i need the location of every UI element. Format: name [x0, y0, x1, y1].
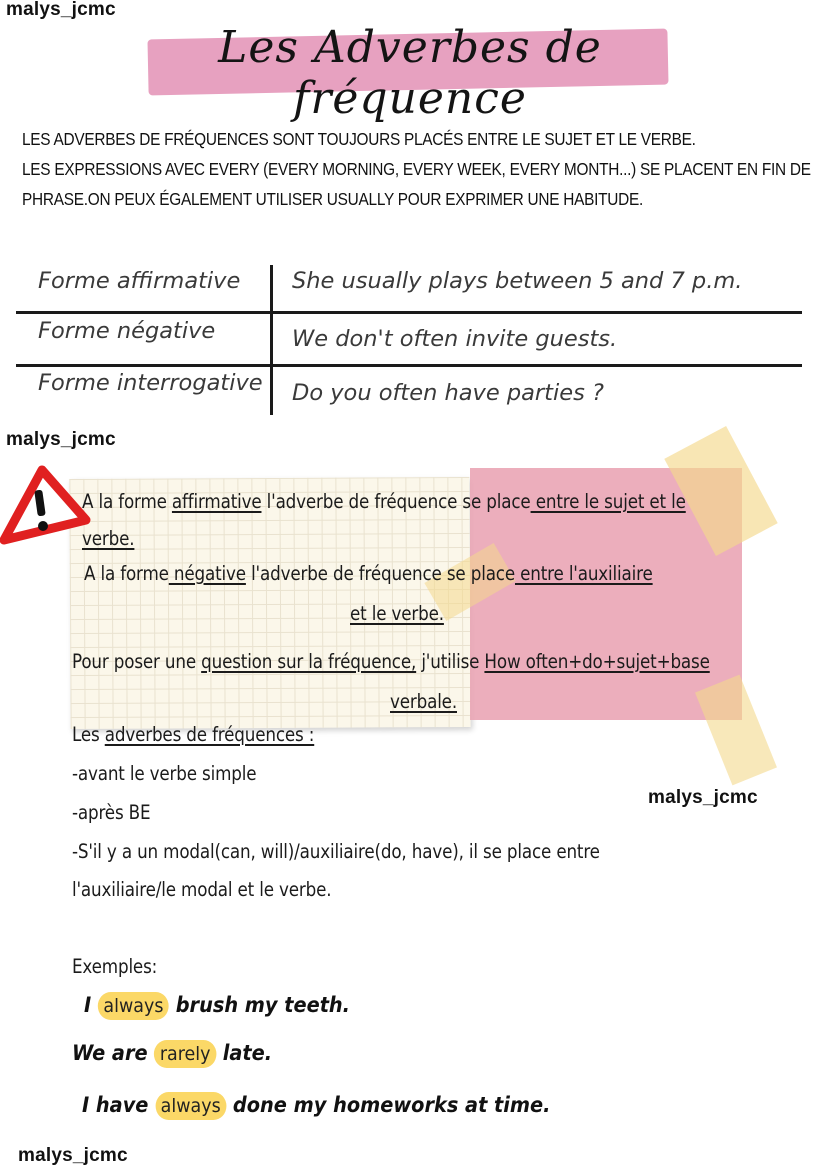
highlighted-adverb: always [155, 1092, 226, 1120]
note-question-line-2 [390, 690, 457, 713]
note-text: l'adverbe de fréquence se place [261, 490, 531, 513]
highlighted-adverb: rarely [154, 1040, 216, 1068]
note-underlined: verbe. [82, 527, 135, 550]
note-underlined: négative [168, 562, 246, 585]
list-heading [72, 723, 314, 746]
note-text: Pour poser une [72, 650, 202, 673]
note-affirmative-line-2 [82, 527, 134, 550]
note-text: j'utilise [416, 650, 485, 673]
table-cell-form: Forme affirmative [38, 268, 241, 294]
example-sentence [84, 992, 350, 1020]
note-underlined: question sur la fréquence, [201, 650, 417, 673]
note-underlined: adverbes de fréquences : [104, 723, 315, 746]
table-cell-example: She usually plays between 5 and 7 p.m. [292, 268, 743, 294]
intro-line-1: LES ADVERBES DE FRÉQUENCES SONT TOUJOURS PLACÉS ENTRE LE SUJET ET LE VERBE. [22, 129, 696, 149]
note-underlined: entre le sujet et le [530, 490, 686, 513]
watermark-right: malys_jcmc [648, 787, 758, 808]
note-affirmative-line-1 [82, 490, 686, 513]
highlighted-adverb: always [98, 992, 169, 1020]
table-cell-form: Forme négative [38, 318, 216, 344]
example-text: late. [216, 1041, 273, 1065]
watermark-top: malys_jcmc [6, 0, 116, 20]
tape-strip [695, 675, 777, 786]
rule-item: -S'il y a un modal(can, will)/auxiliaire(do, have), il se place entre [72, 840, 600, 863]
note-text: A la forme [82, 490, 172, 513]
intro-line-3: PHRASE.ON PEUX ÉGALEMENT UTILISER USUALLY POUR EXPRIMER UNE HABITUDE. [22, 189, 644, 209]
note-negative-line-1 [84, 562, 653, 585]
note-negative-line-2 [350, 602, 444, 625]
rule-item: -avant le verbe simple [72, 762, 257, 785]
example-text: I [84, 993, 98, 1017]
rule-item: -après BE [72, 801, 151, 824]
note-underlined: verbale. [390, 690, 457, 713]
note-question-line-1 [72, 650, 710, 673]
table-row [16, 366, 802, 418]
watermark-bottom: malys_jcmc [18, 1145, 128, 1166]
page-title: Les Adverbes de fréquence [218, 22, 602, 124]
table-cell-example: Do you often have parties ? [292, 380, 604, 406]
note-underlined: affirmative [171, 490, 262, 513]
example-text: We are [72, 1041, 155, 1065]
example-text: I have [82, 1093, 156, 1117]
note-text: Les [72, 723, 105, 746]
note-text: A la forme [84, 562, 169, 585]
rule-item: l'auxiliaire/le modal et le verbe. [72, 878, 332, 901]
intro-line-2: LES EXPRESSIONS AVEC EVERY (EVERY MORNING, EVERY WEEK, EVERY MONTH...) SE PLACENT EN FIN DE [22, 159, 811, 179]
table-cell-example: We don't often invite guests. [292, 326, 618, 352]
table-row [16, 314, 802, 366]
table-row [16, 262, 802, 314]
forms-table [16, 262, 802, 417]
example-sentence [72, 1040, 272, 1068]
warning-triangle-icon [0, 462, 92, 548]
note-underlined: et le verbe. [350, 602, 444, 625]
example-text: done my homeworks at time. [226, 1093, 551, 1117]
examples-heading: Exemples: [72, 955, 158, 978]
table-cell-form: Forme interrogative [38, 370, 263, 396]
example-sentence [82, 1092, 550, 1120]
note-text: l'adverbe de fréquence se place [245, 562, 515, 585]
watermark-middle: malys_jcmc [6, 429, 116, 450]
note-underlined: entre l'auxiliaire [514, 562, 653, 585]
intro-text [22, 124, 814, 214]
example-text: brush my teeth. [168, 993, 351, 1017]
note-underlined: How often+do+sujet+base [484, 650, 710, 673]
